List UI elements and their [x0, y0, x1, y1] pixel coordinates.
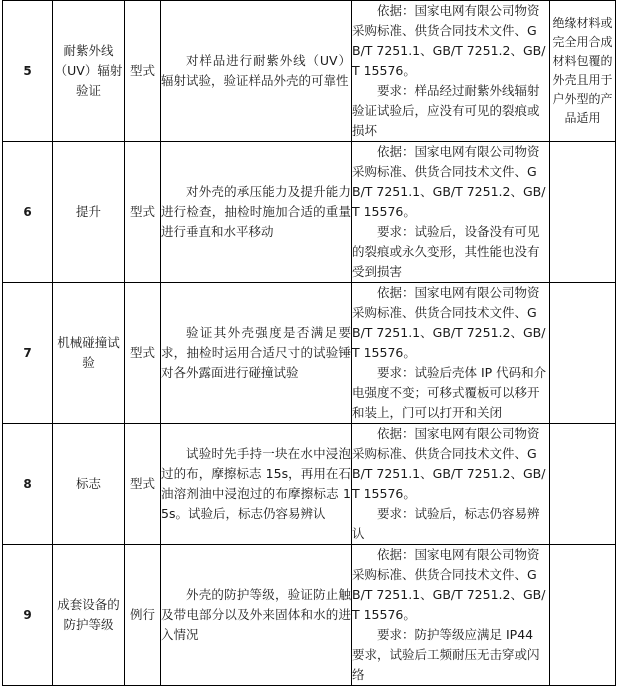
test-item-name: 成套设备的防护等级 [53, 545, 125, 686]
test-item-name: 标志 [53, 424, 125, 545]
basis-cell [352, 545, 550, 686]
basis-cell [352, 424, 550, 545]
test-item-name: 提升 [53, 142, 125, 283]
table-row [3, 424, 616, 545]
requirement-text: 要求：试验后，标志仍容易辨认 [352, 506, 540, 541]
test-type: 型式 [125, 424, 161, 545]
test-type: 例行 [125, 545, 161, 686]
test-description: 对外壳的承压能力及提升能力进行检查，抽检时施加合适的重量进行垂直和水平移动 [161, 142, 352, 283]
basis-text: 依据：国家电网有限公司物资采购标准、供货合同技术文件、GB/T 7251.1、GB/T 7251.2、GB/T 15576。 [352, 3, 546, 78]
test-item-name: 机械碰撞试验 [53, 283, 125, 424]
basis-text: 依据：国家电网有限公司物资采购标准、供货合同技术文件、GB/T 7251.1、GB/T 7251.2、GB/T 15576。 [352, 426, 546, 501]
table-row [3, 545, 616, 686]
basis-text: 依据：国家电网有限公司物资采购标准、供货合同技术文件、GB/T 7251.1、GB/T 7251.2、GB/T 15576。 [352, 144, 546, 219]
table-row [3, 1, 616, 142]
remark [550, 283, 616, 424]
row-number: 8 [3, 424, 53, 545]
test-type: 型式 [125, 1, 161, 142]
remark: 绝缘材料或完全用合成材料包覆的外壳且用于户外型的产品适用 [550, 1, 616, 142]
test-description: 验证其外壳强度是否满足要求，抽检时运用合适尺寸的试验锤对各外露面进行碰撞试验 [161, 283, 352, 424]
requirement-text: 要求：防护等级应满足 IP44 要求，试验后工频耐压无击穿或闪络 [352, 627, 540, 682]
test-description: 对样品进行耐紫外线（UV）辐射试验，验证样品外壳的可靠性 [161, 1, 352, 142]
row-number: 5 [3, 1, 53, 142]
basis-cell [352, 283, 550, 424]
requirement-text: 要求：试验后壳体 IP 代码和介电强度不变；可移式覆板可以移开和装上，门可以打开和关闭 [352, 365, 547, 420]
test-description: 试验时先手持一块在水中浸泡过的布，摩擦标志 15s，再用在石油溶剂油中浸泡过的布摩擦标志 15s。试验后，标志仍容易辨认 [161, 424, 352, 545]
test-items-table [2, 0, 616, 686]
test-type: 型式 [125, 142, 161, 283]
basis-cell [352, 142, 550, 283]
row-number: 7 [3, 283, 53, 424]
remark [550, 424, 616, 545]
table-row [3, 283, 616, 424]
row-number: 6 [3, 142, 53, 283]
requirement-text: 要求：样品经过耐紫外线辐射验证试验后，应没有可见的裂痕或损坏 [352, 83, 540, 138]
table-row [3, 142, 616, 283]
basis-text: 依据：国家电网有限公司物资采购标准、供货合同技术文件、GB/T 7251.1、GB/T 7251.2、GB/T 15576。 [352, 285, 546, 360]
remark [550, 142, 616, 283]
basis-text: 依据：国家电网有限公司物资采购标准、供货合同技术文件、GB/T 7251.1、GB/T 7251.2、GB/T 15576。 [352, 547, 546, 622]
remark [550, 545, 616, 686]
test-type: 型式 [125, 283, 161, 424]
test-item-name: 耐紫外线（UV）辐射验证 [53, 1, 125, 142]
row-number: 9 [3, 545, 53, 686]
test-description: 外壳的防护等级，验证防止触及带电部分以及外来固体和水的进入情况 [161, 545, 352, 686]
requirement-text: 要求：试验后，设备没有可见的裂痕或永久变形，其性能也没有受到损害 [352, 224, 540, 279]
basis-cell [352, 1, 550, 142]
